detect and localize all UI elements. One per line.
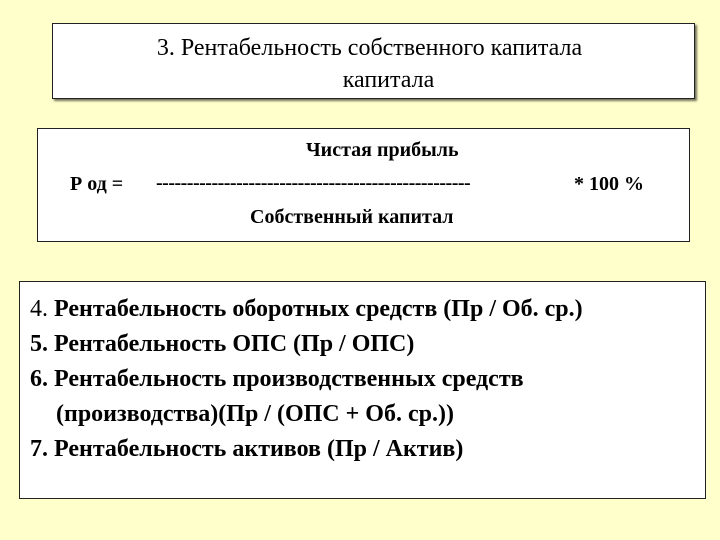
list-item-number: 4. <box>30 296 48 322</box>
formula-numerator: Чистая прибыль <box>306 139 459 161</box>
slide-title-line1: 3. Рентабельность собственного капитала <box>156 35 583 61</box>
list-item <box>30 432 705 467</box>
slide-title-line2: капитала <box>342 67 435 93</box>
title-box <box>52 23 695 99</box>
formula-box <box>37 128 690 242</box>
formula-denominator: Собственный капитал <box>250 206 454 228</box>
formula-fraction-bar: --------------------------------------------------- <box>156 172 471 194</box>
list-item-number: 5. <box>30 331 48 357</box>
list-item-text: Рентабельность оборотных средств (Пр / Об. ср.) <box>48 296 583 322</box>
list-item-number: 7. <box>30 436 48 462</box>
list-item-number: 6. <box>30 366 48 392</box>
list-item-continuation: (производства)(Пр / (ОПС + Об. ср.)) <box>56 401 454 427</box>
formula-lhs: Р од = <box>70 173 124 195</box>
list-item <box>30 327 705 362</box>
list-item-text: Рентабельность производственных средств <box>48 366 524 392</box>
ratios-list-box <box>19 281 706 499</box>
list-item <box>30 292 705 327</box>
list-item <box>30 362 705 432</box>
formula-multiplier: * 100 % <box>574 173 644 195</box>
list-item-text: Рентабельность ОПС (Пр / ОПС) <box>48 331 415 357</box>
list-item-text: Рентабельность активов (Пр / Актив) <box>48 436 464 462</box>
